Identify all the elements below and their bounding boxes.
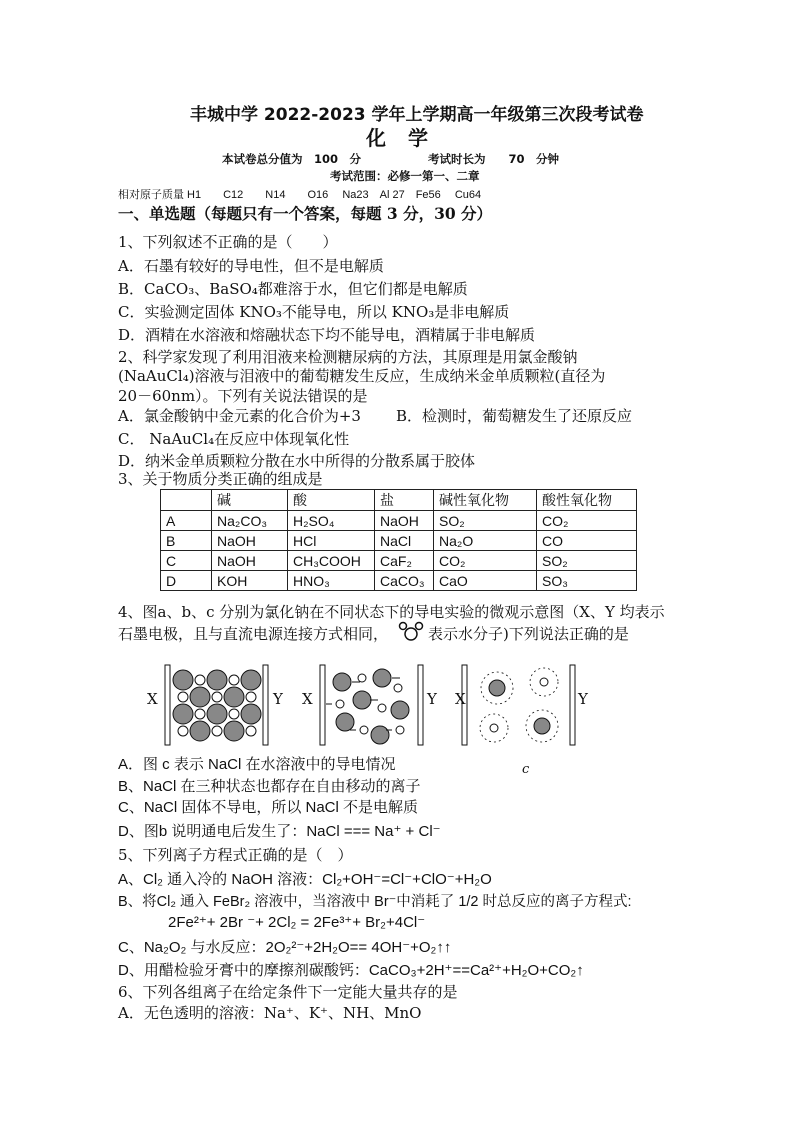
chloride-ion <box>207 670 227 690</box>
q1-stem: 1、下列叙述不正确的是（ ） <box>118 233 338 251</box>
q4-option-c: C、NaCl 固体不导电，所以 NaCl 不是电解质 <box>118 799 419 816</box>
sodium-ion <box>246 692 256 702</box>
figure-c-solution <box>452 658 592 758</box>
q2-option-b: B．检测时，葡萄糖发生了还原反应 <box>396 407 633 425</box>
table-cell: A <box>161 511 212 531</box>
table-cell: CO₂ <box>537 511 637 531</box>
q4-option-d: D、图b 说明通电后发生了：NaCl === Na⁺ + Cl⁻ <box>118 823 441 840</box>
table-cell: H₂SO₄ <box>288 511 375 531</box>
exam-title: 丰城中学 2022-2023 学年上学期高一年级第三次段考试卷 <box>190 105 644 125</box>
table-header-cell: 酸性氧化物 <box>537 490 637 511</box>
table-cell: C <box>161 551 212 571</box>
table-header-cell: 碱 <box>212 490 288 511</box>
sodium-ion <box>229 709 239 719</box>
sodium-ion <box>246 726 256 736</box>
table-header-row <box>161 490 637 511</box>
q1-option-b: B．CaCO₃、BaSO₄都难溶于水，但它们都是电解质 <box>118 280 468 298</box>
subject-title: 化学 <box>366 126 450 150</box>
table-header-cell: 盐 <box>375 490 434 511</box>
table-cell: CO <box>537 531 637 551</box>
figure-b-x-label: X <box>302 690 313 708</box>
chloride-ion <box>190 687 210 707</box>
water-molecule-icon <box>398 620 424 642</box>
q4-option-a: A．图 c 表示 NaCl 在水溶液中的导电情况 <box>118 756 396 773</box>
sodium-ion <box>212 692 222 702</box>
q4-option-b: B、NaCl 在三种状态也都存在自由移动的离子 <box>118 778 421 795</box>
table-row <box>161 511 637 531</box>
table-cell: SO₂ <box>537 551 637 571</box>
table-cell: NaOH <box>212 531 288 551</box>
sodium-ion <box>178 692 188 702</box>
sodium-ion <box>178 726 188 736</box>
table-cell: NaOH <box>212 551 288 571</box>
q5-option-a: A、Cl₂ 通入冷的 NaOH 溶液：Cl₂+OH⁻=Cl⁻+ClO⁻+H₂O <box>118 871 492 888</box>
q5-option-d: D、用醋检验牙膏中的摩擦剂碳酸钙：CaCO₃+2H⁺==Ca²⁺+H₂O+CO₂↑ <box>118 962 584 979</box>
table-cell: SO₂ <box>434 511 537 531</box>
table-cell: HNO₃ <box>288 571 375 591</box>
table-cell: Na₂CO₃ <box>212 511 288 531</box>
figure-b-y-label: Y <box>427 690 437 708</box>
table-cell: CaF₂ <box>375 551 434 571</box>
q4-stem-line2a: 石墨电极，且与直流电源连接方式相同， <box>118 625 389 643</box>
q5-stem: 5、下列离子方程式正确的是（ ） <box>118 846 353 864</box>
chloride-ion <box>173 704 193 724</box>
q1-option-c: C．实验测定固体 KNO₃不能导电，所以 KNO₃是非电解质 <box>118 303 510 321</box>
figure-a-y-label: Y <box>273 690 283 708</box>
q4-stem-line2b: 表示水分子)下列说法正确的是 <box>428 625 629 643</box>
table-header-cell: 碱性氧化物 <box>434 490 537 511</box>
figure-c-y-label: Y <box>578 690 588 708</box>
sodium-ion <box>212 726 222 736</box>
exam-scope: 考试范围：必修一第一、二章 <box>330 169 480 183</box>
q2-stem-line1: 2、科学家发现了利用泪液来检测糖尿病的方法，其原理是用氯金酸钠 <box>118 348 578 366</box>
q2-option-a: A．氯金酸钠中金元素的化合价为+3 <box>118 407 361 425</box>
q5-option-b-line2: 2Fe²⁺+ 2Br ⁻+ 2Cl₂ = 2Fe³⁺+ Br₂+4Cl⁻ <box>168 914 426 931</box>
q4-stem-line1: 4、图a、b、c 分别为氯化钠在不同状态下的导电实验的微观示意图（X、Y 均表示 <box>118 603 665 621</box>
q5-option-b-line1: B、将Cl₂ 通入 FeBr₂ 溶液中，当溶液中 Br⁻中消耗了 1/2 时总反应的离子方程式: <box>118 894 632 910</box>
chloride-ion <box>241 704 261 724</box>
q6-option-a: A．无色透明的溶液：Na⁺、K⁺、NH、MnO <box>118 1004 422 1022</box>
q5-option-c: C、Na₂O₂ 与水反应：2O₂²⁻+2H₂O== 4OH⁻+O₂↑↑ <box>118 939 452 956</box>
q2-stem-line2: (NaAuCl₄)溶液与泪液中的葡萄糖发生反应，生成纳米金单质颗粒(直径为 <box>118 367 606 385</box>
table-cell: HCl <box>288 531 375 551</box>
figure-a-x-label: X <box>147 690 158 708</box>
atomic-masses: 相对原子质量 H1 C12 N14 O16 Na23 Al 27 Fe56 Cu64 <box>118 189 482 201</box>
chloride-ion <box>224 687 244 707</box>
figure-c-x-label: X <box>455 690 466 708</box>
chloride-ion <box>190 721 210 741</box>
figure-c-caption: c <box>522 762 530 777</box>
table-row <box>161 551 637 571</box>
chloride-ion <box>173 670 193 690</box>
duration-info: 考试时长为 70 分钟 <box>428 152 560 166</box>
table-cell: SO₃ <box>537 571 637 591</box>
table-header-cell <box>161 490 212 511</box>
q3-stem: 3、关于物质分类正确的组成是 <box>118 470 323 488</box>
table-cell: CaCO₃ <box>375 571 434 591</box>
table-cell: CH₃COOH <box>288 551 375 571</box>
table-cell: KOH <box>212 571 288 591</box>
table-row <box>161 531 637 551</box>
table-cell: Na₂O <box>434 531 537 551</box>
q1-option-d: D．酒精在水溶液和熔融状态下均不能导电，酒精属于非电解质 <box>118 326 536 344</box>
table-cell: CaO <box>434 571 537 591</box>
q1-option-a: A．石墨有较好的导电性，但不是电解质 <box>118 257 384 275</box>
q2-option-d: D．纳米金单质颗粒分散在水中所得的分散系属于胶体 <box>118 452 476 470</box>
q6-stem: 6、下列各组离子在给定条件下一定能大量共存的是 <box>118 983 458 1001</box>
chloride-ion <box>207 704 227 724</box>
table-header-cell: 酸 <box>288 490 375 511</box>
table-cell: CO₂ <box>434 551 537 571</box>
q2-stem-line3: 20－60nm）。下列有关说法错误的是 <box>118 387 368 405</box>
table-cell: NaCl <box>375 531 434 551</box>
table-cell: B <box>161 531 212 551</box>
classification-table <box>160 489 637 591</box>
total-score-info: 本试卷总分值为 100 分 <box>222 152 362 166</box>
section-heading: 一、单选题（每题只有一个答案，每题 3 分，30 分） <box>118 204 493 223</box>
chloride-ion <box>224 721 244 741</box>
sodium-ion <box>229 675 239 685</box>
chloride-ion <box>241 670 261 690</box>
table-row <box>161 571 637 591</box>
sodium-ion <box>195 675 205 685</box>
table-cell: NaOH <box>375 511 434 531</box>
table-cell: D <box>161 571 212 591</box>
sodium-ion <box>195 709 205 719</box>
q2-option-c: C． NaAuCl₄在反应中体现氧化性 <box>118 430 350 448</box>
